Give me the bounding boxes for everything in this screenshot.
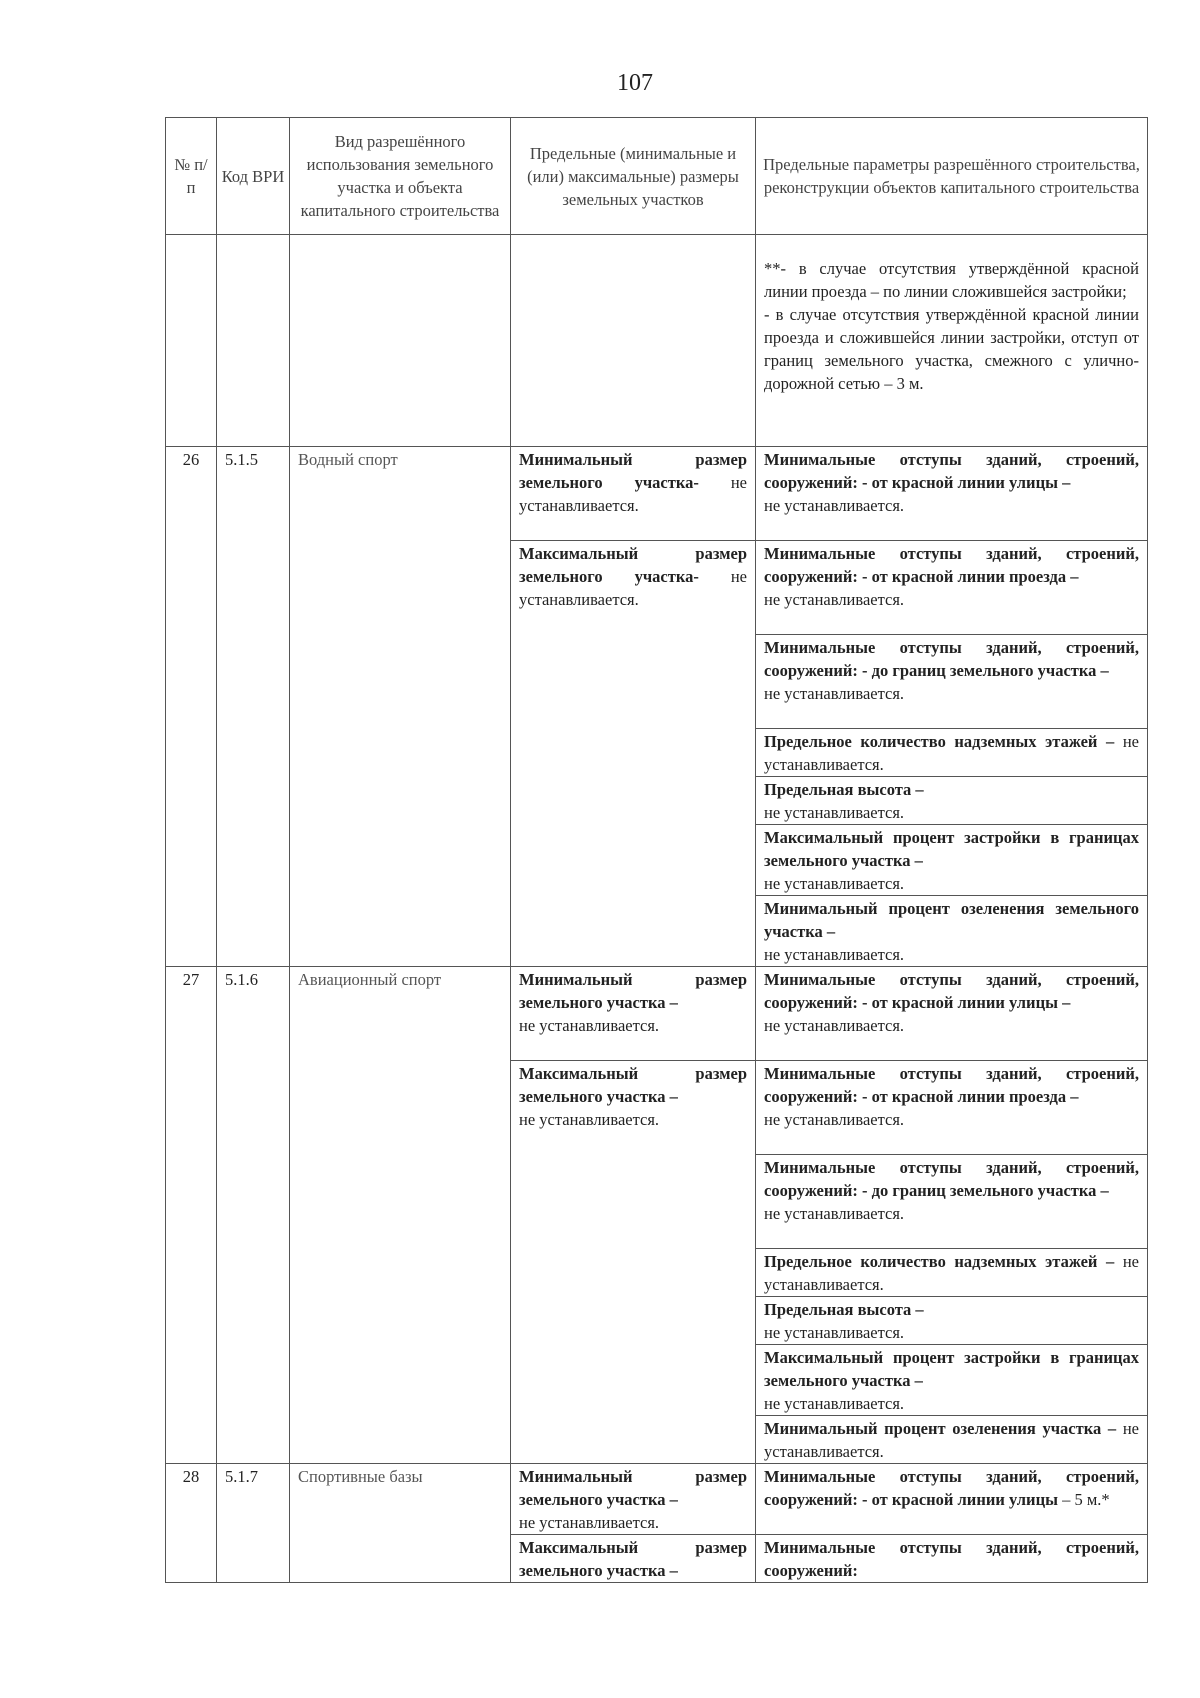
- plot-max-label: Максимальный размер земельного участка –: [519, 1538, 747, 1580]
- plot-max-cell: [511, 1061, 756, 1464]
- param-setback-passage: [756, 541, 1148, 635]
- plot-max-label: Максимальный размер земельного участка-: [519, 544, 747, 586]
- param-label: Предельное количество надземных этажей –: [764, 732, 1115, 751]
- param-building-percent: [756, 1345, 1148, 1416]
- vri-code: 5.1.6: [217, 967, 290, 1464]
- row-number: 27: [166, 967, 217, 1464]
- param-setback-street: [756, 967, 1148, 1061]
- continuation-row: [166, 235, 1148, 447]
- continuation-line-1: **- в случае отсутствия утверждённой красной линии проезда – по линии сложившейся застройки;: [764, 259, 1139, 301]
- plot-max-cell: [511, 541, 756, 967]
- plot-max-label: Максимальный размер земельного участка –: [519, 1064, 747, 1106]
- param-value: не устанавливается.: [764, 803, 905, 822]
- param-value: не устанавливается.: [764, 590, 905, 609]
- param-value: не устанавливается.: [764, 874, 905, 893]
- regulations-table: [165, 117, 1148, 1583]
- header-vri: Вид разрешённого использования земельного участка и объекта капитального строительства: [290, 118, 511, 235]
- param-label: Максимальный процент застройки в границах земельного участка –: [764, 828, 1139, 870]
- param-setback-street: [756, 1464, 1148, 1535]
- param-building-percent: [756, 825, 1148, 896]
- param-label: Минимальные отступы зданий, строений, сооружений: - до границ земельного участка –: [764, 638, 1139, 680]
- param-height: [756, 777, 1148, 825]
- vri-code: 5.1.5: [217, 447, 290, 967]
- row-number: 28: [166, 1464, 217, 1583]
- table-row-26: [166, 447, 1148, 541]
- plot-min-value: не устанавливается.: [519, 1016, 660, 1035]
- page-number: 107: [617, 70, 653, 96]
- plot-min-cell: [511, 447, 756, 541]
- param-value: не устанавливается.: [764, 1394, 905, 1413]
- plot-min-label: Минимальный размер земельного участка-: [519, 450, 747, 492]
- plot-max-value: не устанавливается.: [519, 567, 748, 609]
- plot-min-label: Минимальный размер земельного участка –: [519, 1467, 747, 1509]
- param-value: не устанавливается.: [764, 684, 905, 703]
- row-number: 26: [166, 447, 217, 967]
- param-value: не устанавливается.: [764, 1252, 1139, 1294]
- param-value: не устанавливается.: [764, 1204, 905, 1223]
- plot-min-cell: [511, 1464, 756, 1535]
- param-label: Предельное количество надземных этажей –: [764, 1252, 1115, 1271]
- param-label: Минимальный процент озеленения участка –: [764, 1419, 1117, 1438]
- param-setback-passage: [756, 1535, 1148, 1583]
- vri-name: Водный спорт: [290, 447, 511, 967]
- header-params: Предельные параметры разрешённого строительства, реконструкции объектов капитального строительства: [756, 118, 1148, 235]
- header-num: № п/п: [166, 118, 217, 235]
- param-label: Минимальные отступы зданий, строений, сооружений:: [764, 1538, 1139, 1580]
- plot-min-value: не устанавливается.: [519, 473, 748, 515]
- param-label: Минимальные отступы зданий, строений, сооружений: - до границ земельного участка –: [764, 1158, 1139, 1200]
- param-label: Максимальный процент застройки в границах земельного участка –: [764, 1348, 1139, 1390]
- continuation-cell: [756, 235, 1148, 447]
- param-label: Предельная высота –: [764, 780, 924, 799]
- header-plot: Предельные (минимальные и (или) максимальные) размеры земельных участков: [511, 118, 756, 235]
- vri-code: 5.1.7: [217, 1464, 290, 1583]
- param-value: не устанавливается.: [764, 1419, 1139, 1461]
- param-label: Минимальные отступы зданий, строений, сооружений: - от красной линии улицы –: [764, 450, 1139, 492]
- vri-name: Авиационный спорт: [290, 967, 511, 1464]
- param-value: не устанавливается.: [764, 496, 905, 515]
- param-value: не устанавливается.: [764, 945, 905, 964]
- plot-min-value: не устанавливается.: [519, 1513, 660, 1532]
- param-label: Минимальные отступы зданий, строений, сооружений: - от красной линии проезда –: [764, 544, 1139, 586]
- plot-min-cell: [511, 967, 756, 1061]
- plot-max-cell: [511, 1535, 756, 1583]
- table-row-28: [166, 1464, 1148, 1535]
- param-label: Минимальные отступы зданий, строений, сооружений: - от красной линии проезда –: [764, 1064, 1139, 1106]
- param-greening-percent: [756, 1416, 1148, 1464]
- plot-max-value: не устанавливается.: [519, 1110, 660, 1129]
- param-height: [756, 1297, 1148, 1345]
- param-setback-passage: [756, 1061, 1148, 1155]
- header-code: Код ВРИ: [217, 118, 290, 235]
- param-label: Предельная высота –: [764, 1300, 924, 1319]
- param-floors: [756, 729, 1148, 777]
- param-value: не устанавливается.: [764, 1016, 905, 1035]
- vri-name: Спортивные базы: [290, 1464, 511, 1583]
- param-setback-boundary: [756, 1155, 1148, 1249]
- table-row-27: [166, 967, 1148, 1061]
- param-setback-street: [756, 447, 1148, 541]
- continuation-line-2: - в случае отсутствия утверждённой красной линии проезда и сложившейся линии застройки, отступ от границ земельного участка, смежного с улично-дорожной сетью – 3 м.: [764, 305, 1139, 393]
- plot-min-label: Минимальный размер земельного участка –: [519, 970, 747, 1012]
- param-value: – 5 м.*: [1057, 1490, 1110, 1509]
- param-value: не устанавливается.: [764, 1323, 905, 1342]
- param-value: не устанавливается.: [764, 732, 1139, 774]
- param-greening-percent: [756, 896, 1148, 967]
- param-floors: [756, 1249, 1148, 1297]
- table-header-row: [166, 118, 1148, 235]
- param-label: Минимальный процент озеленения земельного участка –: [764, 899, 1139, 941]
- param-label: Минимальные отступы зданий, строений, сооружений: - от красной линии улицы: [764, 1467, 1139, 1509]
- param-value: не устанавливается.: [764, 1110, 905, 1129]
- param-setback-boundary: [756, 635, 1148, 729]
- param-label: Минимальные отступы зданий, строений, сооружений: - от красной линии улицы –: [764, 970, 1139, 1012]
